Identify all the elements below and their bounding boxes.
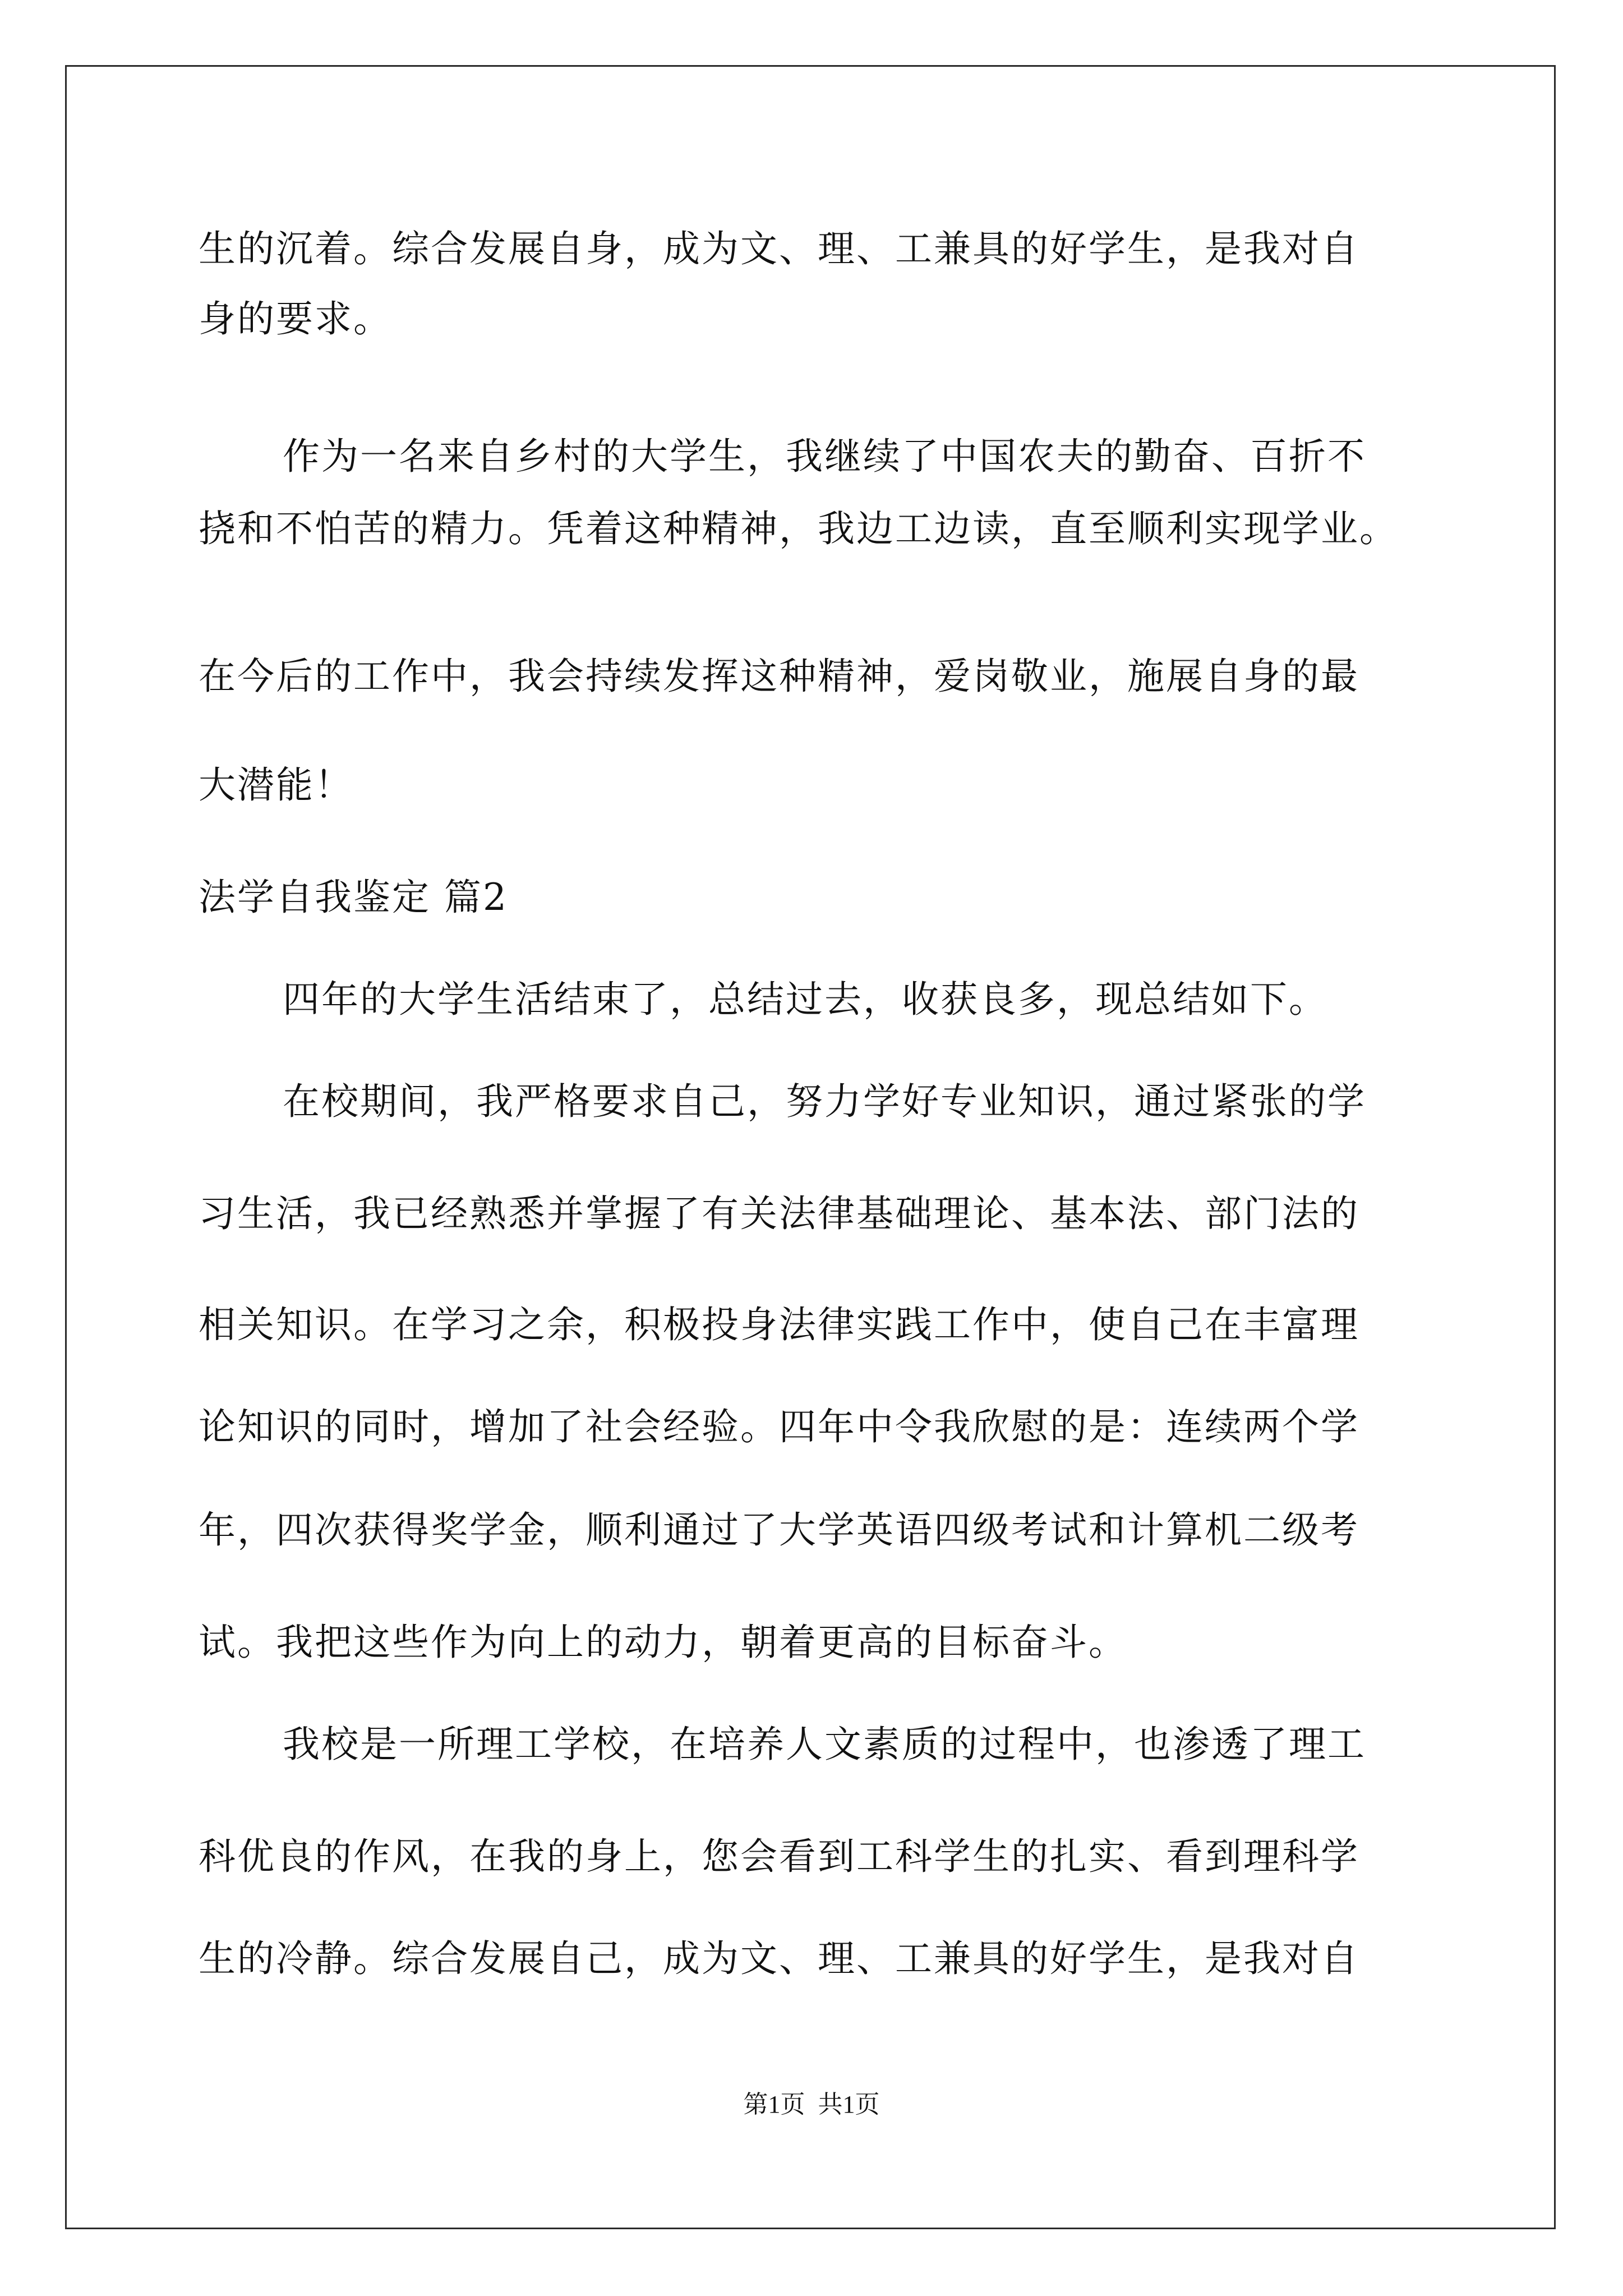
paragraph-line: 相关知识。在学习之余，积极投身法律实践工作中，使自己在丰富理 [199,1303,1359,1346]
paragraph-line: 试。我把这些作为向上的动力，朝着更高的目标奋斗。 [199,1621,1127,1664]
paragraph-line: 大潜能！ [199,763,353,807]
page-border [65,65,1556,2229]
page-total: 共1页 [818,2091,880,2118]
paragraph-line: 在校期间，我严格要求自己，努力学好专业知识，通过紧张的学 [283,1080,1366,1123]
paragraph-line: 科优良的作风，在我的身上，您会看到工科学生的扎实、看到理科学 [199,1835,1359,1878]
paragraph-line: 身的要求。 [199,297,392,341]
paragraph-line: 挠和不怕苦的精力。凭着这种精神，我边工边读，直至顺利实现学业。 [199,507,1398,550]
paragraph-line: 作为一名来自乡村的大学生，我继续了中国农夫的勤奋、百折不 [283,435,1366,478]
paragraph-line: 四年的大学生活结束了，总结过去，收获良多，现总结如下。 [283,978,1327,1021]
paragraph-line: 年，四次获得奖学金，顺利通过了大学英语四级考试和计算机二级考 [199,1508,1359,1552]
page-footer [0,2088,1623,2122]
paragraph-line: 在今后的工作中，我会持续发挥这种精神，爱岗敬业，施展自身的最 [199,655,1359,698]
paragraph-line: 习生活，我已经熟悉并掌握了有关法律基础理论、基本法、部门法的 [199,1192,1359,1235]
paragraph-line: 我校是一所理工学校，在培养人文素质的过程中，也渗透了理工 [283,1723,1366,1766]
paragraph-line: 生的沉着。综合发展自身，成为文、理、工兼具的好学生，是我对自 [199,227,1359,270]
page-number: 第1页 [743,2091,805,2118]
section-heading: 法学自我鉴定 篇2 [199,876,508,919]
paragraph-line: 论知识的同时，增加了社会经验。四年中令我欣慰的是：连续两个学 [199,1405,1359,1448]
paragraph-line: 生的冷静。综合发展自己，成为文、理、工兼具的好学生，是我对自 [199,1937,1359,1980]
